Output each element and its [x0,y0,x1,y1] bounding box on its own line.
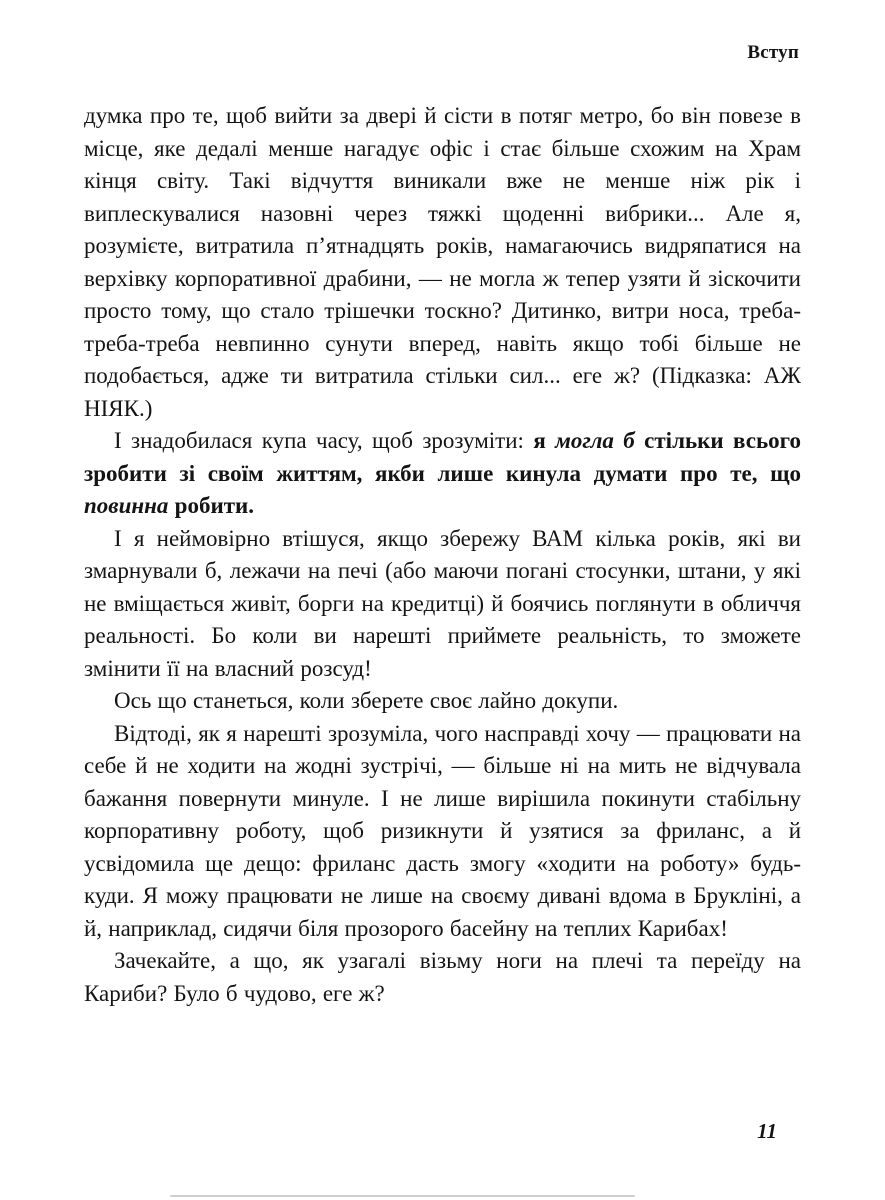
paragraph [84,100,801,425]
scan-edge-artifact [170,1195,635,1197]
paragraph [84,718,801,946]
text-run: Ось що станеться, коли зберете своє лайно докупи. [114,688,619,713]
text-run: І я неймовірно втішуся, якщо збережу ВАМ кілька років, які ви змарнували б, лежачи на печі (або маючи погані стосунки, штани, у які не вміщається живіт, борги на кредитці) й боячись поглянути в обличчя реальності. Бо коли ви нарешті приймете реальність, то зможете змінити її на власний розсуд! [84,525,801,681]
text-run: повинна [84,493,169,518]
text-run: стільки всього зробити зі своїм життям, якби лише кинула думати про те, що [84,428,801,486]
text-run: робити. [168,493,254,518]
text-run: думка про те, щоб вийти за двері й сісти в потяг метро, бо він повезе в місце, яке дедалі менше нагадує офіс і стає більше схожим на Храм кінця світу. Такі відчуття виникали вже не менше ніж рік і виплескувалися назовні через тяжкі щоденні вибрики... Але я, розумієте, витратила п’ятнадцять років, намагаючись видряпатися на верхівку корпоративної драбини, — не могла ж тепер узяти й зіскочити просто тому, що стало трішечки тоскно? Дитинко, витри носа, треба-треба-треба невпинно сунути вперед, навіть якщо тобі більше не подобається, адже ти витратила стільки сил... еге ж? (Підказка: АЖ НІЯК.) [84,103,801,421]
text-run: могла б [555,428,635,453]
paragraph [84,945,801,1010]
paragraph [84,523,801,686]
text-run: я [533,428,556,453]
body-text [84,100,801,1010]
text-run: Відтоді, як я нарешті зрозуміла, чого насправді хочу — працювати на себе й не ходити на жодні зустрічі, — більше ні на мить не відчувала бажання повернути минуле. І не лише вирішила покинути стабільну корпоративну роботу, щоб ризикнути й узятися за фриланс, а й усвідомила ще дещо: фриланс дасть змогу «ходити на роботу» будь-куди. Я можу працювати не лише на своєму дивані вдома в Брукліні, а й, наприклад, сидячи біля прозорого басейну на теплих Карибах! [84,720,801,941]
paragraph [84,685,801,718]
page-number: 11 [757,1119,777,1143]
running-head: Вступ [747,42,799,63]
paragraph [84,425,801,523]
text-run: Зачекайте, а що, як узагалі візьму ноги на плечі та переїду на Кариби? Було б чудово, еге ж? [84,948,801,1006]
text-run: І знадобилася купа часу, щоб зрозуміти: [114,428,534,453]
